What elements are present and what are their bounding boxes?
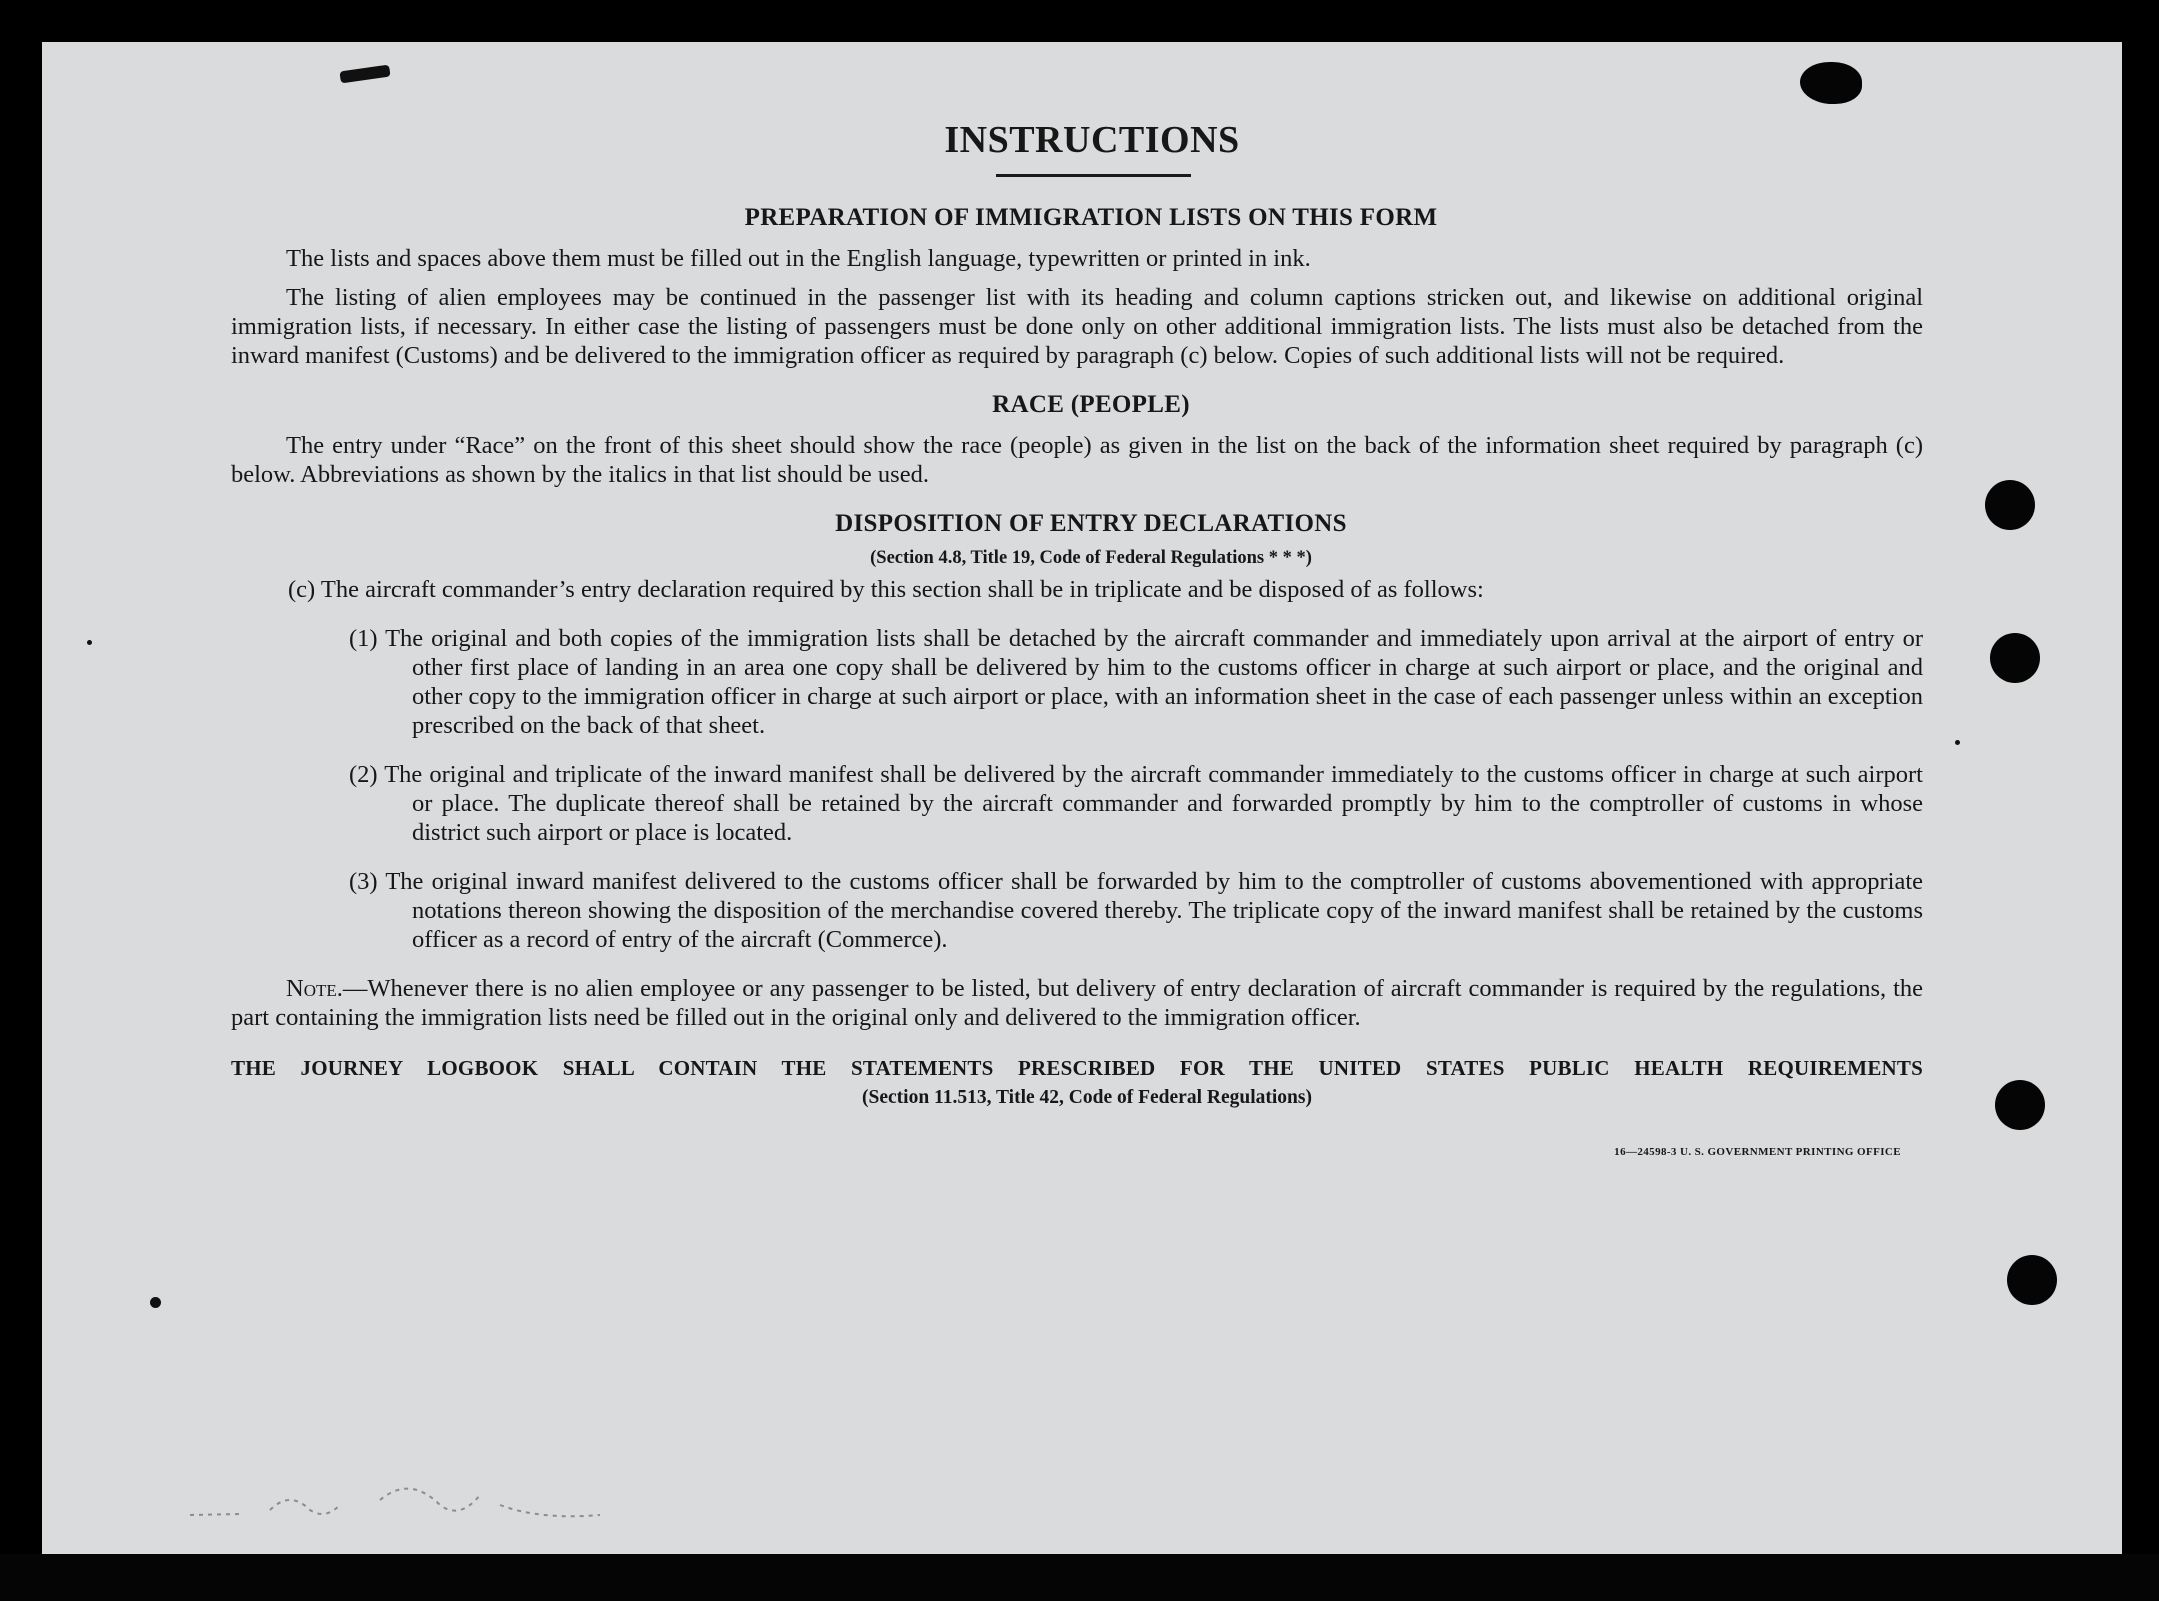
- section-heading-disposition: DISPOSITION OF ENTRY DECLARATIONS: [835, 510, 1347, 537]
- page-title: INSTRUCTIONS: [944, 119, 1240, 161]
- section-heading-race: RACE (PEOPLE): [992, 391, 1190, 418]
- scan-border: [0, 1554, 2159, 1601]
- list-item: (3) The original inward manifest delivered to the customs officer shall be forwarded by him to the comptroller of customs abovementioned with appropriate notations thereon showing the disposition of the merchandise covered thereby. The triplicate copy of the inward manifest shall be retained by the customs officer as a record of entry of the aircraft (Commerce).: [349, 868, 1923, 953]
- faint-handwriting: [180, 1470, 680, 1530]
- punch-hole: [1800, 62, 1862, 104]
- section-heading-preparation: PREPARATION OF IMMIGRATION LISTS ON THIS FORM: [744, 204, 1438, 231]
- punch-hole: [2007, 1255, 2057, 1305]
- paragraph-c: (c) The aircraft commander’s entry declaration required by this section shall be in triplicate and be disposed of as follows:: [288, 576, 1484, 603]
- punch-hole: [1990, 633, 2040, 683]
- ink-speck: [1955, 740, 1960, 745]
- ink-speck: [150, 1297, 161, 1308]
- note-paragraph: [231, 974, 1923, 1032]
- punch-hole: [1995, 1080, 2045, 1130]
- health-citation: (Section 11.513, Title 42, Code of Federal Regulations): [862, 1087, 1312, 1108]
- citation: (Section 4.8, Title 19, Code of Federal Regulations * * *): [870, 548, 1312, 568]
- list-item: (1) The original and both copies of the immigration lists shall be detached by the aircraft commander and immediately upon arrival at the airport of entry or other first place of landing in an area one copy shall be delivered by him to the customs officer in charge at such airport or place, and the original and other copy to the immigration officer in charge at such airport or place, with an information sheet in the case of each passenger unless within an exception prescribed on the back of that sheet.: [349, 625, 1923, 739]
- note-label: Note.: [286, 975, 343, 1002]
- instructions-body: [231, 118, 1923, 1167]
- paragraph: The lists and spaces above them must be filled out in the English language, typewritten or printed in ink.: [286, 245, 1311, 272]
- list-item: (2) The original and triplicate of the inward manifest shall be delivered by the aircraft commander immediately to the customs officer in charge at such airport or place. The duplicate thereof shall be retained by the aircraft commander and forwarded promptly by him to the comptroller of customs in whose district such airport or place is located.: [349, 761, 1923, 846]
- title-rule: [996, 174, 1191, 177]
- form-code: 16—24598-3 U. S. GOVERNMENT PRINTING OFFICE: [1614, 1146, 1901, 1158]
- ink-speck: [87, 640, 92, 645]
- paragraph: The listing of alien employees may be continued in the passenger list with its heading and column captions stricken out, and likewise on additional original immigration lists, if necessary. In either case the listing of passengers must be done only on other additional immigration lists. The lists must also be detached from the inward manifest (Customs) and be delivered to the immigration officer as required by paragraph (c) below. Copies of such additional lists will not be required.: [231, 284, 1923, 369]
- health-statement: THE JOURNEY LOGBOOK SHALL CONTAIN THE STATEMENTS PRESCRIBED FOR THE UNITED STATES PUBLIC HEALTH REQUIREMENTS: [231, 1056, 1923, 1080]
- note-text: —Whenever there is no alien employee or any passenger to be listed, but delivery of entry declaration of aircraft commander is required by the regulations, the part containing the immigration lists need be filled out in the original only and delivered to the immigration officer.: [231, 975, 1923, 1031]
- paragraph: The entry under “Race” on the front of this sheet should show the race (people) as given in the list on the back of the information sheet required by paragraph (c) below. Abbreviations as shown by the italics in that list should be used.: [231, 432, 1923, 488]
- punch-hole: [1985, 480, 2035, 530]
